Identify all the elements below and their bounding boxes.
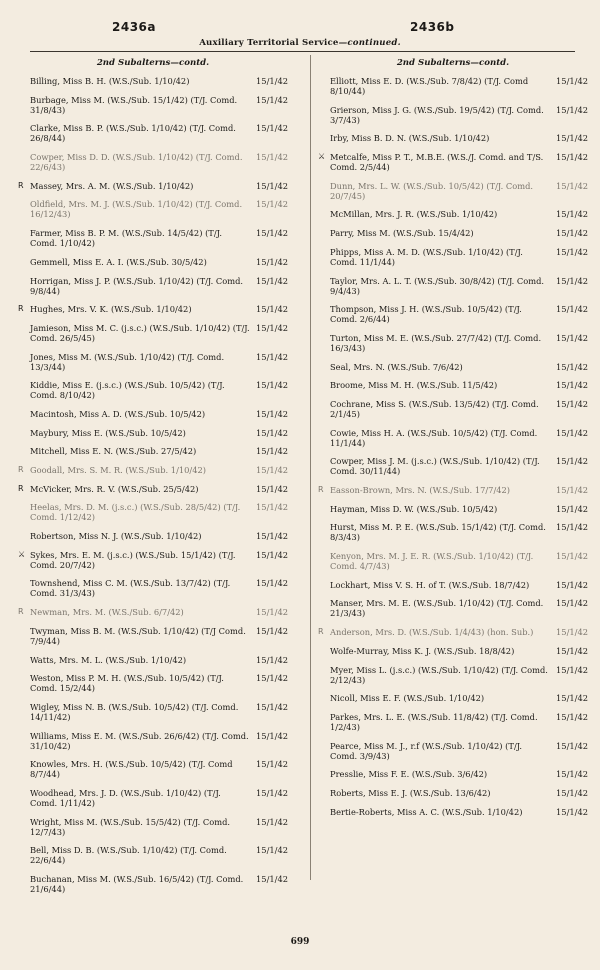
- entry-date: 15/1/42: [256, 759, 288, 770]
- list-item: [318, 456, 588, 476]
- list-item: [18, 626, 288, 646]
- entry-text: Twyman, Miss B. M. (W.S./Sub. 1/10/42) (T/J Comd. 7/9/44): [30, 625, 246, 646]
- list-item: [318, 769, 588, 779]
- entry-text: Heelas, Mrs. D. M. (j.s.c.) (W.S./Sub. 28/5/42) (T/J. Comd. 1/12/42): [30, 502, 241, 523]
- entry-date: 15/1/42: [256, 380, 288, 391]
- entry-text: Hayman, Miss D. W. (W.S./Sub. 10/5/42): [330, 503, 498, 514]
- entry-text: Macintosh, Miss A. D. (W.S./Sub. 10/5/42): [30, 408, 206, 419]
- entry-date: 15/1/42: [256, 607, 288, 618]
- list-item: [18, 304, 288, 314]
- list-item: [318, 712, 588, 732]
- entry-date: 15/1/42: [256, 322, 288, 333]
- entry-text: Billing, Miss B. H. (W.S./Sub. 1/10/42): [30, 76, 190, 86]
- entry-date: 15/1/42: [256, 578, 288, 589]
- list-item: [18, 759, 288, 779]
- entry-date: 15/1/42: [556, 711, 588, 722]
- list-item: [318, 133, 588, 143]
- entry-date: 15/1/42: [556, 579, 588, 590]
- entry-text: Phipps, Miss A. M. D. (W.S./Sub. 1/10/42) (T/J. Comd. 11/1/44): [330, 246, 523, 267]
- entry-text: Cowper, Miss D. D. (W.S./Sub. 1/10/42) (T/J. Comd. 22/6/43): [30, 152, 243, 173]
- list-item: [318, 105, 588, 125]
- list-item: [318, 598, 588, 618]
- list-item: [18, 817, 288, 837]
- list-item: [318, 228, 588, 238]
- entry-date: 15/1/42: [556, 304, 588, 315]
- entry-text: Roberts, Miss E. J. (W.S./Sub. 13/6/42): [330, 787, 491, 798]
- list-item: [318, 551, 588, 571]
- entry-date: 15/1/42: [556, 427, 588, 438]
- entry-date: 15/1/42: [556, 787, 588, 798]
- list-item: [318, 181, 588, 201]
- entry-text: Turton, Miss M. E. (W.S./Sub. 27/7/42) (T/J. Comd. 16/3/43): [330, 332, 542, 353]
- entry-date: 15/1/42: [556, 456, 588, 467]
- entry-text: Maybury, Miss E. (W.S./Sub. 10/5/42): [30, 427, 186, 438]
- entry-text: Thompson, Miss J. H. (W.S./Sub. 10/5/42) (T/J. Comd. 2/6/44): [330, 304, 522, 325]
- entry-text: Broome, Miss M. H. (W.S./Sub. 11/5/42): [330, 380, 498, 391]
- entry-text: Jones, Miss M. (W.S./Sub. 1/10/42) (T/J. Comd. 13/3/44): [30, 351, 225, 372]
- entry-date: 15/1/42: [256, 845, 288, 856]
- entry-text: Metcalfe, Miss P. T., M.B.E. (W.S./J. Comd. and T/S. Comd. 2/5/44): [330, 152, 544, 173]
- entry-text: Clarke, Miss B. P. (W.S./Sub. 1/10/42) (T/J. Comd. 26/8/44): [30, 123, 236, 144]
- entry-text: Grierson, Miss J. G. (W.S./Sub. 19/5/42) (T/J. Comd. 3/7/43): [330, 104, 544, 125]
- list-item: [18, 181, 288, 191]
- entry-date: 15/1/42: [556, 769, 588, 780]
- entry-marker: R: [18, 483, 24, 493]
- entry-date: 15/1/42: [556, 522, 588, 533]
- entry-text: Parry, Miss M. (W.S./Sub. 15/4/42): [330, 228, 474, 239]
- page-title: [0, 38, 600, 48]
- list-item: [18, 123, 288, 143]
- entry-text: Woodhead, Mrs. J. D. (W.S./Sub. 1/10/42) (T/J. Comd. 1/11/42): [30, 787, 221, 808]
- entry-text: Wigley, Miss N. B. (W.S./Sub. 10/5/42) (T/J. Comd. 14/11/42): [30, 701, 239, 722]
- entry-marker: R: [318, 627, 324, 637]
- entry-date: 15/1/42: [556, 332, 588, 343]
- entry-text: McMillan, Mrs. J. R. (W.S./Sub. 1/10/42): [330, 209, 498, 220]
- list-item: [318, 665, 588, 685]
- list-item: [318, 380, 588, 390]
- entry-text: McVicker, Mrs. R. V. (W.S./Sub. 25/5/42): [30, 483, 199, 494]
- list-item: [18, 352, 288, 372]
- entry-date: 15/1/42: [256, 730, 288, 741]
- list-item: [18, 874, 288, 894]
- entry-date: 15/1/42: [256, 123, 288, 134]
- entry-text: Bell, Miss D. B. (W.S./Sub. 1/10/42) (T/J. Comd. 22/6/44): [30, 845, 227, 866]
- list-item: [18, 323, 288, 343]
- entry-date: 15/1/42: [556, 361, 588, 372]
- entry-text: Goodall, Mrs. S. M. R. (W.S./Sub. 1/10/42): [30, 465, 207, 475]
- list-item: [318, 580, 588, 590]
- list-item: [18, 257, 288, 267]
- entry-marker: ⚔: [318, 152, 326, 162]
- entry-text: Manser, Mrs. M. E. (W.S./Sub. 1/10/42) (T/J. Comd. 21/3/43): [330, 598, 544, 619]
- entry-date: 15/1/42: [256, 304, 288, 315]
- entry-text: Watts, Mrs. M. L. (W.S./Sub. 1/10/42): [30, 654, 187, 665]
- entry-date: 15/1/42: [256, 427, 288, 438]
- entry-date: 15/1/42: [556, 551, 588, 562]
- list-item: [318, 807, 588, 817]
- list-item: [318, 485, 588, 495]
- entry-marker: ⚔: [18, 549, 26, 559]
- entry-text: Robertson, Miss N. J. (W.S./Sub. 1/10/42): [30, 531, 202, 542]
- entry-date: 15/1/42: [556, 228, 588, 239]
- title-main: Auxiliary Territorial Service: [199, 38, 339, 48]
- entry-text: Horrigan, Miss J. P. (W.S./Sub. 1/10/42) (T/J. Comd. 9/8/44): [30, 275, 244, 296]
- left-column: [18, 56, 288, 903]
- entry-date: 15/1/42: [556, 380, 588, 391]
- entry-text: Irby, Miss B. D. N. (W.S./Sub. 1/10/42): [330, 133, 490, 144]
- page-number-right: 2436b: [410, 20, 455, 34]
- entry-text: Newman, Mrs. M. (W.S./Sub. 6/7/42): [30, 607, 184, 618]
- entry-text: Presslie, Miss F. E. (W.S./Sub. 3/6/42): [330, 769, 488, 780]
- list-item: [18, 845, 288, 865]
- entry-date: 15/1/42: [256, 502, 288, 513]
- header-rule: [30, 51, 575, 52]
- entry-text: Williams, Miss E. M. (W.S./Sub. 26/6/42) (T/J. Comd. 31/10/42): [30, 730, 249, 751]
- list-item: [318, 76, 588, 96]
- entry-text: Dunn, Mrs. L. W. (W.S./Sub. 10/5/42) (T/J. Comd. 20/7/45): [330, 180, 534, 201]
- entry-text: Kiddie, Miss E. (j.s.c.) (W.S./Sub. 10/5/42) (T/J. Comd. 8/10/42): [30, 380, 225, 401]
- entry-date: 15/1/42: [256, 94, 288, 105]
- footer-page-number: 699: [290, 937, 310, 947]
- entry-date: 15/1/42: [256, 408, 288, 419]
- entry-date: 15/1/42: [256, 152, 288, 163]
- entry-date: 15/1/42: [256, 483, 288, 494]
- entry-date: 15/1/42: [556, 485, 588, 495]
- list-item: [18, 531, 288, 541]
- list-item: [318, 362, 588, 372]
- list-item: [318, 741, 588, 761]
- entry-text: Knowles, Mrs. H. (W.S./Sub. 10/5/42) (T/J. Comd 8/7/44): [30, 759, 233, 780]
- entry-text: Townshend, Miss C. M. (W.S./Sub. 13/7/42) (T/J. Comd. 31/3/43): [30, 578, 231, 599]
- list-item: [18, 409, 288, 419]
- page-number-left: 2436a: [112, 20, 156, 34]
- entry-date: 15/1/42: [556, 104, 588, 115]
- entry-text: Parkes, Mrs. L. E. (W.S./Sub. 11/8/42) (T/J. Comd. 1/2/43): [330, 711, 538, 732]
- entry-text: Wright, Miss M. (W.S./Sub. 15/5/42) (T/J. Comd. 12/7/43): [30, 816, 231, 837]
- entry-date: 15/1/42: [256, 256, 288, 267]
- list-item: [18, 228, 288, 248]
- entry-text: Buchanan, Miss M. (W.S./Sub. 16/5/42) (T/J. Comd. 21/6/44): [30, 874, 244, 894]
- list-item: [18, 76, 288, 86]
- entry-text: Pearce, Miss M. J., r.f (W.S./Sub. 1/10/42) (T/J. Comd. 3/9/43): [330, 740, 523, 761]
- entry-date: 15/1/42: [556, 806, 588, 817]
- title-suffix: —continued.: [338, 38, 401, 48]
- left-entry-list: [18, 76, 288, 894]
- entry-text: Oldfield, Mrs. M. J. (W.S./Sub. 1/10/42) (T/J. Comd. 16/12/43): [30, 199, 243, 220]
- entry-date: 15/1/42: [556, 693, 588, 704]
- list-item: [318, 522, 588, 542]
- list-item: [18, 380, 288, 400]
- entry-date: 15/1/42: [256, 701, 288, 712]
- entry-date: 15/1/42: [556, 246, 588, 257]
- entry-date: 15/1/42: [256, 787, 288, 798]
- entry-date: 15/1/42: [556, 275, 588, 286]
- entry-date: 15/1/42: [256, 446, 288, 457]
- list-item: [318, 693, 588, 703]
- entry-date: 15/1/42: [556, 627, 588, 638]
- list-item: [318, 788, 588, 798]
- entry-date: 15/1/42: [256, 531, 288, 542]
- list-item: [18, 465, 288, 475]
- entry-date: 15/1/42: [256, 180, 288, 191]
- entry-text: Cochrane, Miss S. (W.S./Sub. 13/5/42) (T/J. Comd. 2/1/45): [330, 398, 539, 419]
- list-item: [18, 550, 288, 570]
- list-item: [18, 731, 288, 751]
- entry-text: Burbage, Miss M. (W.S./Sub. 15/1/42) (T/J. Comd. 31/8/43): [30, 94, 238, 115]
- list-item: [18, 673, 288, 693]
- entry-text: Gemmell, Miss E. A. I. (W.S./Sub. 30/5/42): [30, 256, 207, 267]
- list-item: [18, 655, 288, 665]
- entry-date: 15/1/42: [256, 76, 288, 86]
- entry-text: Taylor, Mrs. A. L. T. (W.S./Sub. 30/8/42) (T/J. Comd. 9/4/43): [330, 275, 545, 296]
- entry-date: 15/1/42: [556, 76, 588, 86]
- entry-date: 15/1/42: [256, 654, 288, 665]
- entry-text: Anderson, Mrs. D. (W.S./Sub. 1/4/43) (hon. Sub.): [330, 627, 534, 638]
- entry-text: Nicoll, Miss E. F. (W.S./Sub. 1/10/42): [330, 693, 485, 704]
- entry-date: 15/1/42: [556, 209, 588, 220]
- entry-text: Weston, Miss P. M. H. (W.S./Sub. 10/5/42) (T/J. Comd. 15/2/44): [30, 673, 224, 694]
- list-item: [318, 152, 588, 172]
- list-item: [18, 95, 288, 115]
- entry-text: Easson-Brown, Mrs. N. (W.S./Sub. 17/7/42): [330, 485, 511, 495]
- entry-text: Lockhart, Miss V. S. H. of T. (W.S./Sub. 18/7/42): [330, 579, 530, 590]
- entry-date: 15/1/42: [556, 133, 588, 144]
- entry-marker: R: [18, 465, 24, 474]
- entry-marker: R: [18, 180, 24, 190]
- left-subheading: 2nd Subalterns—contd.: [96, 58, 210, 68]
- list-item: [318, 428, 588, 448]
- entry-date: 15/1/42: [256, 465, 288, 475]
- list-item: [318, 399, 588, 419]
- list-item: [18, 199, 288, 219]
- entry-date: 15/1/42: [256, 199, 288, 210]
- entry-text: Cowie, Miss H. A. (W.S./Sub. 10/5/42) (T/J. Comd. 11/1/44): [330, 427, 538, 448]
- entry-text: Wolfe-Murray, Miss K. J. (W.S./Sub. 18/8/42): [330, 645, 515, 656]
- list-item: [18, 446, 288, 456]
- entry-text: Hughes, Mrs. V. K. (W.S./Sub. 1/10/42): [30, 304, 192, 315]
- list-item: [18, 502, 288, 522]
- entry-date: 15/1/42: [256, 228, 288, 239]
- list-item: [18, 276, 288, 296]
- list-item: [318, 504, 588, 514]
- entry-date: 15/1/42: [256, 816, 288, 827]
- entry-date: 15/1/42: [556, 152, 588, 163]
- entry-text: Kenyon, Mrs. M. J. E. R. (W.S./Sub. 1/10/42) (T/J. Comd. 4/7/43): [330, 551, 534, 572]
- list-item: [318, 646, 588, 656]
- entry-date: 15/1/42: [556, 740, 588, 751]
- list-item: [318, 209, 588, 219]
- entry-date: 15/1/42: [556, 398, 588, 409]
- entry-date: 15/1/42: [256, 549, 288, 560]
- entry-date: 15/1/42: [256, 275, 288, 286]
- entry-text: Bertie-Roberts, Miss A. C. (W.S./Sub. 1/10/42): [330, 806, 523, 817]
- entry-date: 15/1/42: [556, 598, 588, 609]
- entry-text: Myer, Miss L. (j.s.c.) (W.S./Sub. 1/10/42) (T/J. Comd. 2/12/43): [330, 664, 548, 685]
- entry-text: Seal, Mrs. N. (W.S./Sub. 7/6/42): [330, 361, 463, 372]
- entry-marker: R: [18, 607, 24, 617]
- list-item: [18, 607, 288, 617]
- entry-text: Massey, Mrs. A. M. (W.S./Sub. 1/10/42): [30, 180, 194, 191]
- entry-date: 15/1/42: [256, 351, 288, 362]
- list-item: [318, 333, 588, 353]
- list-item: [18, 702, 288, 722]
- list-item: [18, 152, 288, 172]
- entry-date: 15/1/42: [556, 645, 588, 656]
- entry-text: Mitchell, Miss E. N. (W.S./Sub. 27/5/42): [30, 446, 197, 457]
- list-item: [18, 484, 288, 494]
- entry-text: Elliott, Miss E. D. (W.S./Sub. 7/8/42) (T/J. Comd 8/10/44): [330, 76, 529, 96]
- entry-marker: R: [318, 485, 324, 494]
- list-item: [18, 578, 288, 598]
- entry-date: 15/1/42: [256, 673, 288, 684]
- entry-date: 15/1/42: [556, 180, 588, 191]
- right-entry-list: [318, 76, 588, 817]
- entry-date: 15/1/42: [256, 625, 288, 636]
- right-column: [318, 56, 588, 825]
- list-item: [18, 428, 288, 438]
- list-item: [318, 627, 588, 637]
- list-item: [318, 247, 588, 267]
- column-divider: [310, 55, 311, 880]
- entry-date: 15/1/42: [256, 874, 288, 884]
- entry-date: 15/1/42: [556, 664, 588, 675]
- list-item: [318, 304, 588, 324]
- entry-date: 15/1/42: [556, 503, 588, 514]
- right-subheading: 2nd Subalterns—contd.: [396, 58, 510, 68]
- entry-text: Sykes, Mrs. E. M. (j.s.c.) (W.S./Sub. 15/1/42) (T/J. Comd. 20/7/42): [30, 549, 236, 570]
- entry-marker: R: [18, 304, 24, 314]
- entry-text: Farmer, Miss B. P. M. (W.S./Sub. 14/5/42) (T/J. Comd. 1/10/42): [30, 228, 222, 249]
- list-item: [318, 276, 588, 296]
- entry-text: Hurst, Miss M. P. E. (W.S./Sub. 15/1/42) (T/J. Comd. 8/3/43): [330, 522, 546, 543]
- entry-text: Jamieson, Miss M. C. (j.s.c.) (W.S./Sub. 1/10/42) (T/J. Comd. 26/5/45): [30, 322, 250, 343]
- entry-text: Cowper, Miss J. M. (j.s.c.) (W.S./Sub. 1/10/42) (T/J. Comd. 30/11/44): [330, 456, 540, 477]
- list-item: [18, 788, 288, 808]
